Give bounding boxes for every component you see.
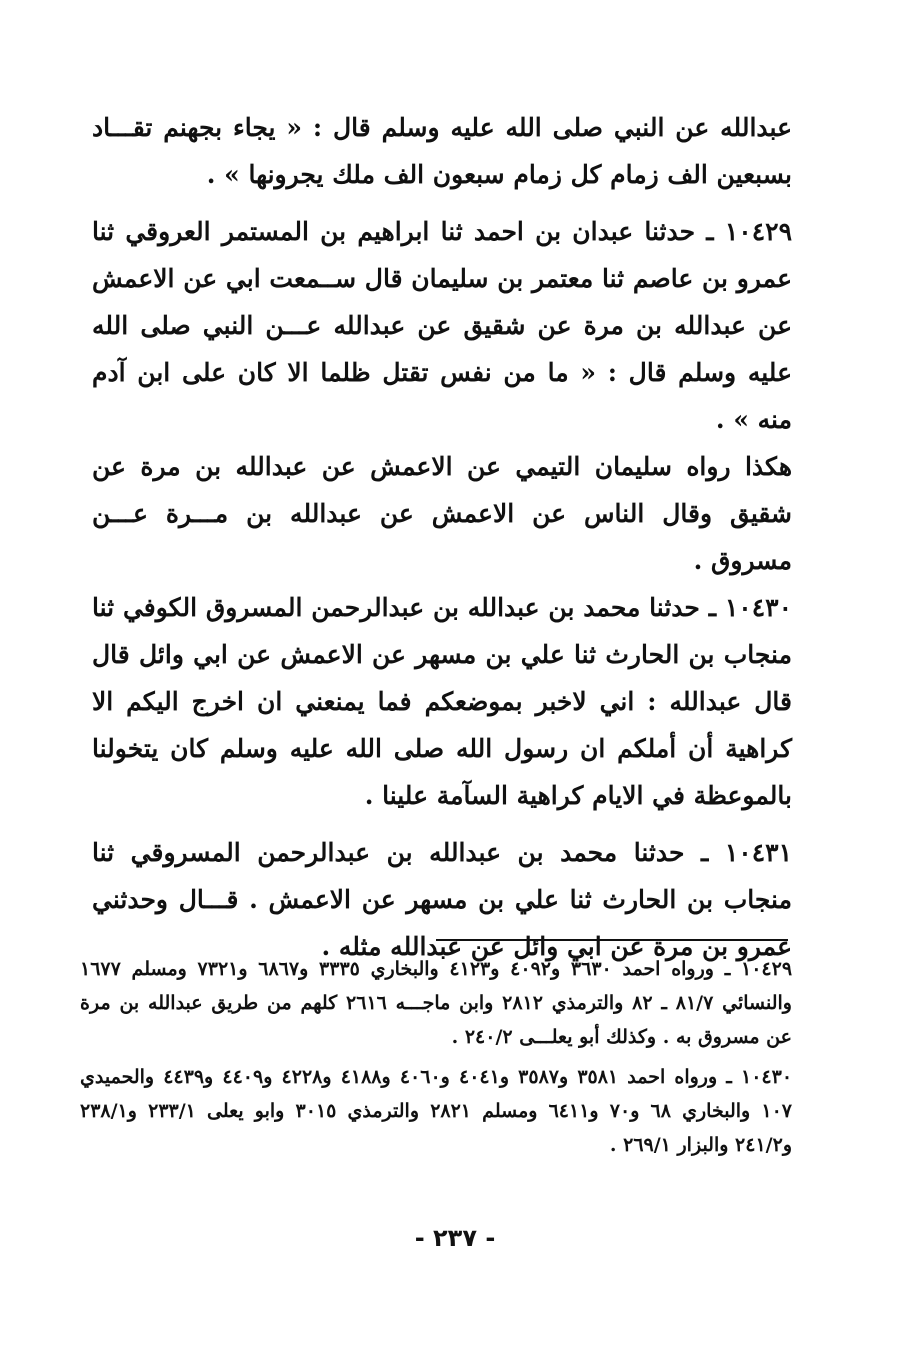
footnotes <box>80 952 792 1162</box>
footnote-10429: ١٠٤٢٩ ـ ورواه احمد ٣٦٣٠ و٤٠٩٢ و٤١٢٣ والبخاري ٣٣٣٥ و٦٨٦٧ و٧٣٢١ ومسلم ١٦٧٧ والنسائي ٨١/٧ ـ ٨٢ والترمذي ٢٨١٢ وابن ماجـــه ٢٦١٦ كلهم من طريق عبدالله بن مرة عن مسروق به . وكذلك أبو يعلـــى ٢٤٠/٢ . <box>80 958 793 1048</box>
paragraph-commentary: هكذا رواه سليمان التيمي عن الاعمش عن عبدالله بن مرة عن شقيق وقال الناس عن الاعمش عن عبدالله بن مـــرة عـــن مسروق . <box>92 452 792 575</box>
paragraph-hadith-10430: ١٠٤٣٠ ـ حدثنا محمد بن عبدالله بن عبدالرحمن المسروق الكوفي ثنا منجاب بن الحارث ثنا علي بن مسهر عن الاعمش عن ابي وائل قال قال عبدالله : اني لاخبر بموضعكم فما يمنعني ان اخرج اليكم الا كراهية أن أملكم ان رسول الله صلى الله عليه وسلم كان يتخولنا بالموعظة في الايام كراهية السآمة علينا . <box>92 593 792 810</box>
page-number: - ٢٣٧ - <box>414 1224 496 1252</box>
footnote-separator <box>436 939 788 941</box>
main-text <box>92 104 792 970</box>
paragraph-hadith-continuation: عبدالله عن النبي صلى الله عليه وسلم قال : « يجاء بجهنم تقـــاد بسبعين الف زمام كل زمام سبعون الف ملك يجرونها » . <box>92 113 792 189</box>
footnote-10430: ١٠٤٣٠ ـ ورواه احمد ٣٥٨١ و٣٥٨٧ و٤٠٤١ و٤٠٦٠ و٤١٨٨ و٤٢٢٨ و٤٤٠٩ و٤٤٣٩ والحميدي ١٠٧ والبخاري ٦٨ و٧٠ و٦٤١١ ومسلم ٢٨٢١ والترمذي ٣٠١٥ وابو يعلى ٢٣٣/١ و٢٣٨/١ و٢٤١/٢ والبزار ٢٦٩/١ . <box>80 1066 793 1156</box>
paragraph-hadith-10431: ١٠٤٣١ ـ حدثنا محمد بن عبدالله بن عبدالرحمن المسروقي ثنا منجاب بن الحارث ثنا علي بن مسهر عن الاعمش . قـــال وحدثني عمرو بن مرة عن ابي وائل عن عبدالله مثله . <box>92 838 792 961</box>
paragraph-hadith-10429: ١٠٤٢٩ ـ حدثنا عبدان بن احمد ثنا ابراهيم بن المستمر العروقي ثنا عمرو بن عاصم ثنا معتمر بن سليمان قال ســمعت ابي عن الاعمش عن عبدالله بن مرة عن شقيق عن عبدالله عـــن النبي صلى الله عليه وسلم قال : « ما من نفس تقتل ظلما الا كان على ابن آدم منه » . <box>92 217 792 434</box>
